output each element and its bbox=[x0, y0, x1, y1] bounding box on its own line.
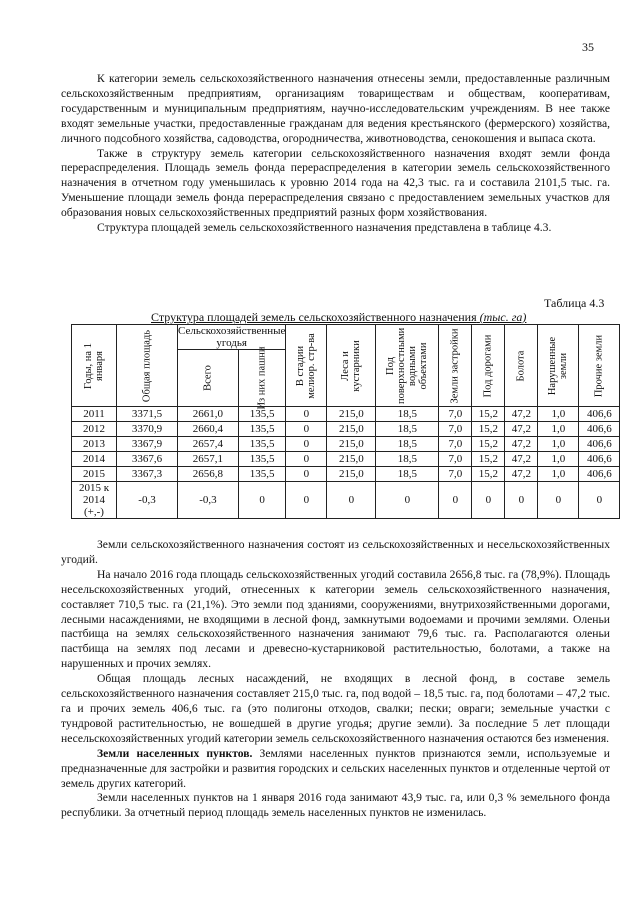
table-cell: 215,0 bbox=[327, 407, 376, 422]
table-cell: 215,0 bbox=[327, 437, 376, 452]
table-cell: 0 bbox=[286, 422, 327, 437]
table-cell: 18,5 bbox=[376, 422, 439, 437]
table-cell: 0 bbox=[439, 482, 472, 519]
table-cell: 1,0 bbox=[538, 452, 579, 467]
paragraph: На начало 2016 года площадь сельскохозяйственных угодий составила 2656,8 тыс. га (78,9%). Площадь несельскохозяйственных угодий, отнесенных к категории земель сельскохозяйственного назначения, составляет 710,5 тыс. га (21,1%). Это земли под зданиями, сооружениями, внутрихозяйственными дорогами, лесными насаждениями, не входящими в лесной фонд, замкнутыми водоемами и прочими землями. Оленьи пастбища на землях сельскохозяйственного назначения занимают 79,6 тыс. га. Располагаются оленьи пастбища на землях под лесами и древесно-кустарниковой растительностью, болотами, а также на нарушенных и прочих землях. bbox=[61, 567, 610, 671]
table-cell: 47,2 bbox=[505, 452, 538, 467]
table-cell-year: 2015 к 2014 (+,-) bbox=[72, 482, 117, 519]
paragraph: Земли населенных пунктов на 1 января 2016 года занимают 43,9 тыс. га, или 0,3 % земельного фонда республики. За отчетный период площадь земель населенных пунктов не изменилась. bbox=[61, 791, 610, 820]
table-cell: 406,6 bbox=[579, 422, 620, 437]
section-text: Землями населенных пунктов признаются земли, используемые и предназначенные для застройки и развития городских и сельских населенных пунктов и отделенные чертой от земель других категорий. bbox=[61, 746, 610, 790]
table-cell: 1,0 bbox=[538, 467, 579, 482]
header-all: Всего bbox=[178, 350, 239, 407]
table-cell: 135,5 bbox=[238, 452, 286, 467]
table-row bbox=[72, 452, 620, 467]
table-cell: 47,2 bbox=[505, 437, 538, 452]
table-cell: 3367,6 bbox=[117, 452, 178, 467]
table-cell: 3371,5 bbox=[117, 407, 178, 422]
table-cell: -0,3 bbox=[178, 482, 239, 519]
table-cell: 1,0 bbox=[538, 437, 579, 452]
table-cell: 0 bbox=[286, 482, 327, 519]
paragraph bbox=[61, 747, 610, 792]
table-cell: 15,2 bbox=[472, 407, 505, 422]
table-cell: 18,5 bbox=[376, 452, 439, 467]
table-cell: 135,5 bbox=[238, 407, 286, 422]
table-cell: 0 bbox=[538, 482, 579, 519]
table-caption-unit: (тыс. га) bbox=[479, 310, 527, 324]
header-total-area: Общая площадь bbox=[117, 325, 178, 407]
table-cell: 0 bbox=[238, 482, 286, 519]
table-cell: 3370,9 bbox=[117, 422, 178, 437]
land-structure-table bbox=[71, 324, 620, 519]
table-cell: 2661,0 bbox=[178, 407, 239, 422]
table-cell: 18,5 bbox=[376, 407, 439, 422]
table-row bbox=[72, 437, 620, 452]
table-cell: -0,3 bbox=[117, 482, 178, 519]
table-cell: 215,0 bbox=[327, 422, 376, 437]
table-cell: 2657,4 bbox=[178, 437, 239, 452]
table-cell: 0 bbox=[505, 482, 538, 519]
intro-text bbox=[61, 72, 610, 236]
header-arable: Из них пашни bbox=[238, 350, 286, 407]
table-label: Таблица 4.3 bbox=[544, 296, 605, 310]
table-cell: 135,5 bbox=[238, 422, 286, 437]
table-caption bbox=[151, 310, 526, 325]
table-cell: 47,2 bbox=[505, 467, 538, 482]
header-buildings: Земли застройки bbox=[439, 325, 472, 407]
body-text bbox=[61, 538, 610, 821]
table-cell: 47,2 bbox=[505, 407, 538, 422]
table-cell-year: 2014 bbox=[72, 452, 117, 467]
table-cell: 2657,1 bbox=[178, 452, 239, 467]
table-cell: 7,0 bbox=[439, 422, 472, 437]
table-cell: 135,5 bbox=[238, 467, 286, 482]
table-cell: 15,2 bbox=[472, 452, 505, 467]
table-cell: 0 bbox=[286, 407, 327, 422]
table-cell: 7,0 bbox=[439, 407, 472, 422]
paragraph: Земли сельскохозяйственного назначения состоят из сельскохозяйственных и несельскохозяйственных угодий. bbox=[61, 538, 610, 566]
page-number: 35 bbox=[582, 40, 594, 54]
table-row bbox=[72, 467, 620, 482]
table-cell: 15,2 bbox=[472, 422, 505, 437]
table-cell: 406,6 bbox=[579, 437, 620, 452]
table-cell-year: 2015 bbox=[72, 467, 117, 482]
table-row bbox=[72, 422, 620, 437]
header-other: Прочие земли bbox=[579, 325, 620, 407]
table-cell: 1,0 bbox=[538, 407, 579, 422]
table-cell-year: 2011 bbox=[72, 407, 117, 422]
table-cell: 2660,4 bbox=[178, 422, 239, 437]
header-water: Под поверхностными водными объектами bbox=[376, 325, 439, 407]
table-cell: 406,6 bbox=[579, 467, 620, 482]
table-cell: 0 bbox=[286, 452, 327, 467]
section-heading: Земли населенных пунктов. bbox=[97, 746, 253, 760]
header-year: Годы, на 1 января bbox=[72, 325, 117, 407]
table-cell: 15,2 bbox=[472, 467, 505, 482]
table-cell: 0 bbox=[472, 482, 505, 519]
table-cell: 7,0 bbox=[439, 437, 472, 452]
table-cell: 0 bbox=[286, 437, 327, 452]
table-cell: 0 bbox=[286, 467, 327, 482]
table-cell: 7,0 bbox=[439, 452, 472, 467]
table-cell: 0 bbox=[376, 482, 439, 519]
table-body bbox=[72, 407, 620, 519]
table-cell: 406,6 bbox=[579, 407, 620, 422]
paragraph: Структура площадей земель сельскохозяйственного назначения представлена в таблице 4.3. bbox=[97, 221, 552, 235]
table-cell: 0 bbox=[327, 482, 376, 519]
table-cell: 0 bbox=[579, 482, 620, 519]
paragraph: Также в структуру земель категории сельскохозяйственного назначения входят земли фонда перераспределения. Площадь земель фонда перераспределения в категории земель сельскохозяйственного назначения в отчетном году уменьшилась к уровню 2014 года на 42,3 тыс. га и составила 2101,5 тыс. га. Уменьшение площади земель фонда перераспределения связано с предоставлением земельных участков для образования новых сельскохозяйственных предприятий разных форм хозяйствования. bbox=[61, 146, 610, 220]
table-cell: 47,2 bbox=[505, 422, 538, 437]
header-reclamation: В стадии мелиор. стр-ва bbox=[286, 325, 327, 407]
table-cell: 1,0 bbox=[538, 422, 579, 437]
table-cell-year: 2012 bbox=[72, 422, 117, 437]
table-cell: 2656,8 bbox=[178, 467, 239, 482]
table-cell: 215,0 bbox=[327, 467, 376, 482]
table-cell-year: 2013 bbox=[72, 437, 117, 452]
header-forest: Леса и кустарники bbox=[327, 325, 376, 407]
header-swamps: Болота bbox=[505, 325, 538, 407]
header-agri-lands: Сельскохозяйственные угодья bbox=[178, 325, 286, 349]
table-cell: 15,2 bbox=[472, 437, 505, 452]
table-row bbox=[72, 407, 620, 422]
table-cell: 135,5 bbox=[238, 437, 286, 452]
table-cell: 406,6 bbox=[579, 452, 620, 467]
paragraph: Общая площадь лесных насаждений, не входящих в лесной фонд, в составе земель сельскохозяйственного назначения составляет 215,0 тыс. га, под водой – 18,5 тыс. га, под болотами – 47,2 тыс. га и прочих земель 406,6 тыс. га (это полигоны отходов, свалки; пески; овраги; земельные участки с тундровой растительностью, не вошедшей в другие угодья; другие земли). За последние 5 лет площади несельскохозяйственных угодий категории земель сельскохозяйственного назначения остаются без изменения. bbox=[61, 672, 610, 745]
header-disturbed: Нарушенные земли bbox=[538, 325, 579, 407]
table-row bbox=[72, 482, 620, 519]
table-cell: 18,5 bbox=[376, 467, 439, 482]
table-cell: 18,5 bbox=[376, 437, 439, 452]
table-cell: 7,0 bbox=[439, 467, 472, 482]
table-cell: 3367,3 bbox=[117, 467, 178, 482]
header-roads: Под дорогами bbox=[472, 325, 505, 407]
table-cell: 215,0 bbox=[327, 452, 376, 467]
table-cell: 3367,9 bbox=[117, 437, 178, 452]
paragraph: К категории земель сельскохозяйственного назначения отнесены земли, предоставленные различным сельскохозяйственным предприятиям, организациям товариществам и обществам, кооперативам, государственным и муниципальным предприятиям, научно-исследовательским учреждениям. В нее также входят земельные участки, предоставленные гражданам для ведения крестьянского (фермерского) хозяйства, личного подсобного хозяйства, садоводства, огородничества, животноводства, сенокошения и выпаса скота. bbox=[61, 72, 610, 145]
table-caption-text: Структура площадей земель сельскохозяйственного назначения bbox=[151, 310, 477, 324]
